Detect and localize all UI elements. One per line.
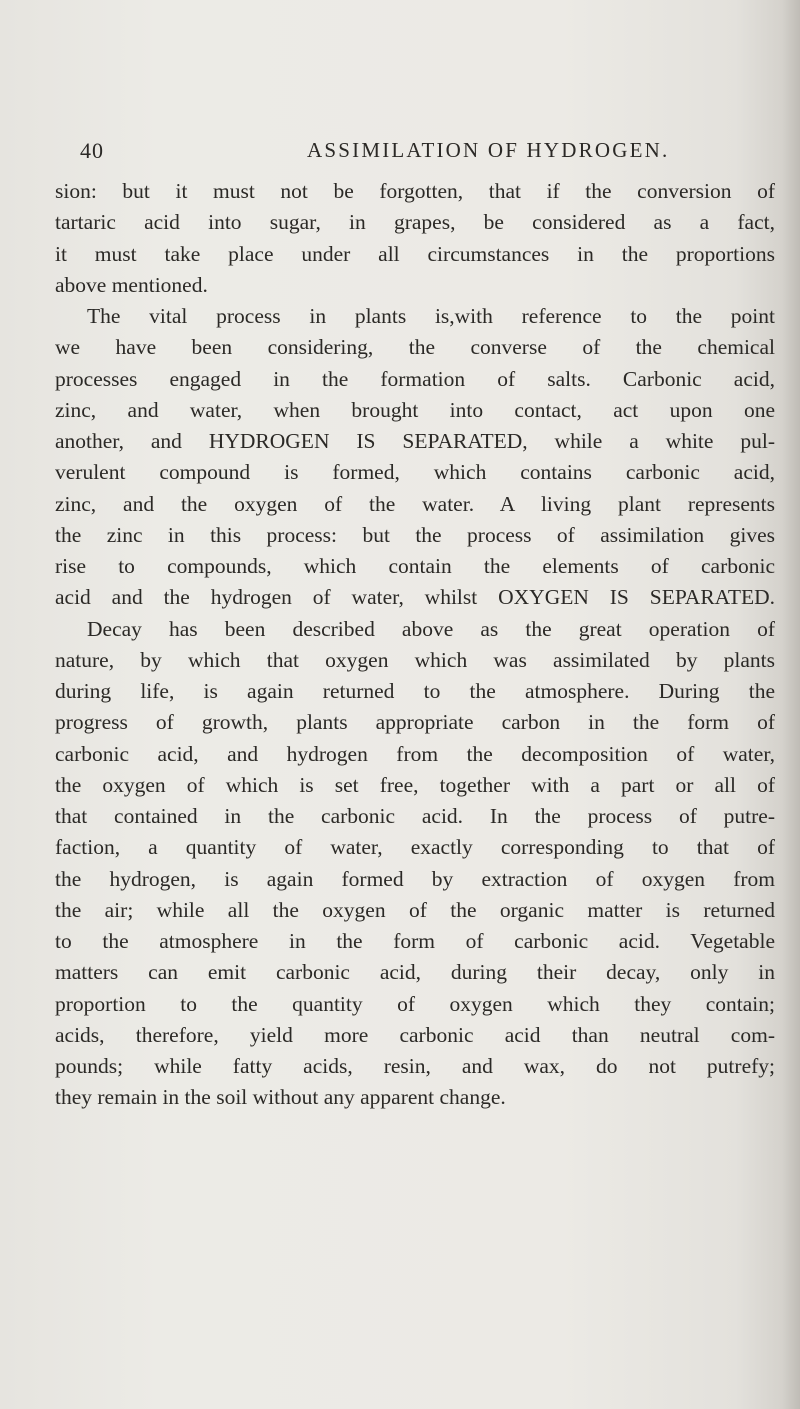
text-line: processes engaged in the formation of salts. Carbonic acid,	[55, 366, 775, 391]
running-title: ASSIMILATION OF HYDROGEN.	[307, 138, 670, 162]
text-line: tartaric acid into sugar, in grapes, be considered as a fact,	[55, 210, 775, 235]
body-text	[55, 176, 775, 1114]
text-line: proportion to the quantity of oxygen which they contain;	[55, 991, 775, 1016]
text-line: pounds; while fatty acids, resin, and wax, do not putrefy;	[55, 1054, 775, 1078]
paragraph-start-line: Decay has been described above as the great operation of	[87, 616, 775, 641]
text-line: they remain in the soil without any apparent change.	[55, 1085, 506, 1110]
text-line: acid and the hydrogen of water, whilst OXYGEN IS SEPARATED.	[55, 585, 775, 610]
text-line: nature, by which that oxygen which was assimilated by plants	[55, 647, 775, 672]
page-header	[80, 138, 760, 168]
text-line: the air; while all the oxygen of the organic matter is returned	[55, 897, 775, 922]
text-line: it must take place under all circumstances in the proportions	[55, 241, 775, 266]
text-line: another, and HYDROGEN IS SEPARATED, while a white pul-	[55, 429, 775, 453]
page-number: 40	[80, 138, 104, 163]
text-line: zinc, and the oxygen of the water. A living plant represents	[55, 491, 775, 516]
page-edge-shadow	[782, 0, 800, 1409]
text-line: to the atmosphere in the form of carbonic acid. Vegetable	[55, 929, 775, 953]
text-line: rise to compounds, which contain the elements of carbonic	[55, 554, 775, 578]
text-line: the hydrogen, is again formed by extraction of oxygen from	[55, 866, 775, 891]
text-line: acids, therefore, yield more carbonic acid than neutral com-	[55, 1022, 775, 1047]
text-line: that contained in the carbonic acid. In the process of putre-	[55, 804, 775, 828]
paragraph-start-line: The vital process in plants is,with reference to the point	[87, 304, 775, 328]
text-line: we have been considering, the converse of the chemical	[55, 335, 775, 360]
text-line: the zinc in this process: but the process of assimilation gives	[55, 522, 775, 547]
text-line: sion: but it must not be forgotten, that if the conversion of	[55, 179, 775, 203]
text-line: carbonic acid, and hydrogen from the decomposition of water,	[55, 741, 775, 766]
text-line: verulent compound is formed, which contains carbonic acid,	[55, 460, 775, 485]
text-line: progress of growth, plants appropriate carbon in the form of	[55, 710, 775, 735]
text-line: matters can emit carbonic acid, during their decay, only in	[55, 960, 775, 985]
text-line: during life, is again returned to the atmosphere. During the	[55, 679, 775, 703]
text-line: faction, a quantity of water, exactly corresponding to that of	[55, 835, 775, 860]
text-line: zinc, and water, when brought into contact, act upon one	[55, 397, 775, 422]
text-line: the oxygen of which is set free, together with a part or all of	[55, 772, 775, 797]
text-line: above mentioned.	[55, 272, 208, 297]
